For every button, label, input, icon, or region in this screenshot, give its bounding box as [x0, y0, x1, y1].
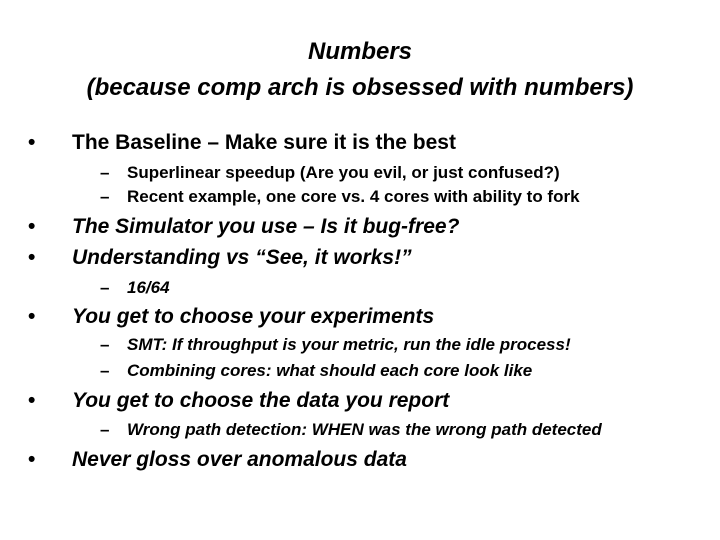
sub-bullet-text: SMT: If throughput is your metric, run the idle process!: [127, 335, 571, 354]
bullet-text: You get to choose your experiments: [72, 305, 435, 328]
bullet-marker: •: [28, 215, 36, 238]
bullet-marker: •: [28, 448, 36, 471]
title-line-2: (because comp arch is obsessed with numbers): [86, 74, 634, 101]
dash-marker: –: [100, 278, 110, 297]
dash-marker: –: [100, 163, 110, 182]
sub-bullet-text: Superlinear speedup (Are you evil, or just confused?): [127, 163, 560, 182]
bullet-text: The Baseline – Make sure it is the best: [72, 131, 456, 154]
sub-bullet-text: Combining cores: what should each core look like: [127, 361, 533, 380]
bullet-marker: •: [28, 246, 36, 269]
title-line-1: Numbers: [307, 38, 413, 65]
bullet-text: The Simulator you use – Is it bug-free?: [72, 215, 460, 238]
dash-marker: –: [100, 335, 110, 354]
dash-marker: –: [100, 187, 110, 206]
bullet-marker: •: [28, 131, 36, 154]
bullet-marker: •: [28, 305, 36, 328]
sub-bullet-text: 16/64: [127, 278, 170, 297]
slide-title: [0, 34, 720, 106]
bullet-marker: •: [28, 389, 36, 412]
sub-bullet-text: Wrong path detection: WHEN was the wrong path detected: [127, 420, 602, 439]
bullet-text: You get to choose the data you report: [72, 389, 450, 412]
dash-marker: –: [100, 420, 110, 439]
sub-bullet-text: Recent example, one core vs. 4 cores with ability to fork: [127, 187, 580, 206]
bullet-text: Understanding vs “See, it works!”: [72, 246, 412, 269]
dash-marker: –: [100, 361, 110, 380]
bullet-text: Never gloss over anomalous data: [72, 448, 407, 471]
